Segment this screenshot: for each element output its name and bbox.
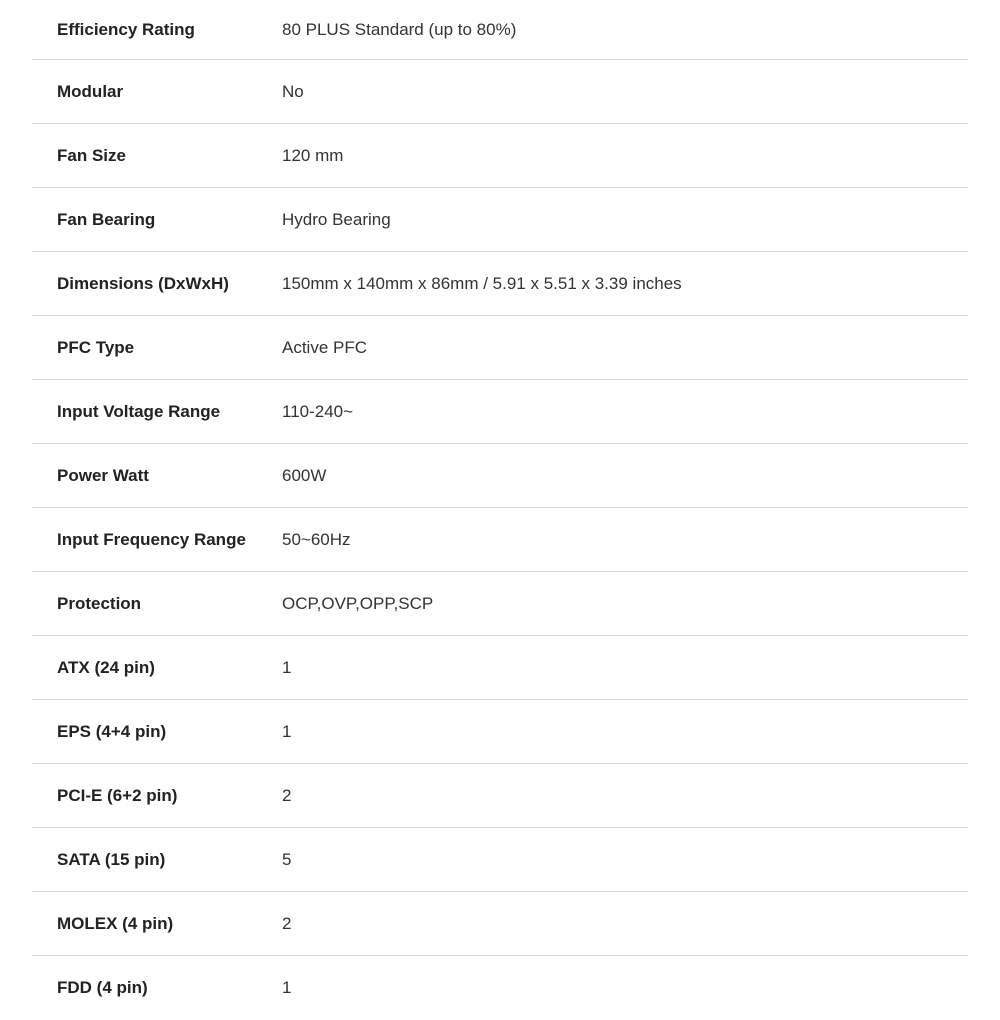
spec-label: Power Watt	[57, 465, 149, 485]
spec-value: 2	[282, 785, 292, 805]
spec-row-eps-4-4-pin	[32, 700, 968, 764]
spec-label: PCI-E (6+2 pin)	[57, 785, 178, 805]
spec-label: Input Frequency Range	[57, 529, 246, 549]
spec-label: Modular	[57, 81, 124, 101]
spec-value: 110-240~	[282, 401, 354, 421]
spec-row-atx-24-pin	[32, 636, 968, 700]
spec-table	[32, 0, 968, 1020]
spec-label: Dimensions (DxWxH)	[57, 273, 229, 293]
spec-value: Active PFC	[282, 337, 368, 357]
spec-value: 5	[282, 849, 292, 869]
spec-label: FDD (4 pin)	[57, 978, 148, 997]
spec-value: 50~60Hz	[282, 529, 351, 549]
spec-row-efficiency-rating	[32, 0, 968, 60]
spec-row-input-frequency-range	[32, 508, 968, 572]
spec-row-dimensions	[32, 252, 968, 316]
spec-row-power-watt	[32, 444, 968, 508]
spec-label: Fan Bearing	[57, 209, 156, 229]
spec-label: SATA (15 pin)	[57, 849, 166, 869]
spec-value: 1	[282, 978, 292, 997]
spec-value: 2	[282, 913, 292, 933]
spec-value: Hydro Bearing	[282, 209, 391, 229]
spec-row-fan-bearing	[32, 188, 968, 252]
spec-row-fan-size	[32, 124, 968, 188]
spec-row-input-voltage-range	[32, 380, 968, 444]
spec-row-fdd-4-pin	[32, 956, 968, 1020]
spec-row-modular	[32, 60, 968, 124]
spec-value: OCP,OVP,OPP,SCP	[282, 593, 434, 613]
spec-row-pfc-type	[32, 316, 968, 380]
spec-label: ATX (24 pin)	[57, 657, 155, 677]
spec-label: PFC Type	[57, 337, 135, 357]
spec-value: 80 PLUS Standard (up to 80%)	[282, 19, 517, 39]
spec-label: Efficiency Rating	[57, 19, 195, 39]
spec-row-pci-e-6-2-pin	[32, 764, 968, 828]
spec-row-sata-15-pin	[32, 828, 968, 892]
spec-value: 600W	[282, 465, 327, 485]
spec-label: Input Voltage Range	[57, 401, 221, 421]
spec-label: Fan Size	[57, 145, 126, 165]
spec-row-protection	[32, 572, 968, 636]
spec-value: 1	[282, 721, 292, 741]
spec-label: Protection	[57, 593, 142, 613]
spec-label: MOLEX (4 pin)	[57, 913, 174, 933]
spec-label: EPS (4+4 pin)	[57, 721, 167, 741]
spec-row-molex-4-pin	[32, 892, 968, 956]
spec-value: No	[282, 81, 304, 101]
spec-value: 150mm x 140mm x 86mm / 5.91 x 5.51 x 3.39 inches	[282, 273, 682, 293]
spec-value: 1	[282, 657, 292, 677]
spec-value: 120 mm	[282, 145, 344, 165]
